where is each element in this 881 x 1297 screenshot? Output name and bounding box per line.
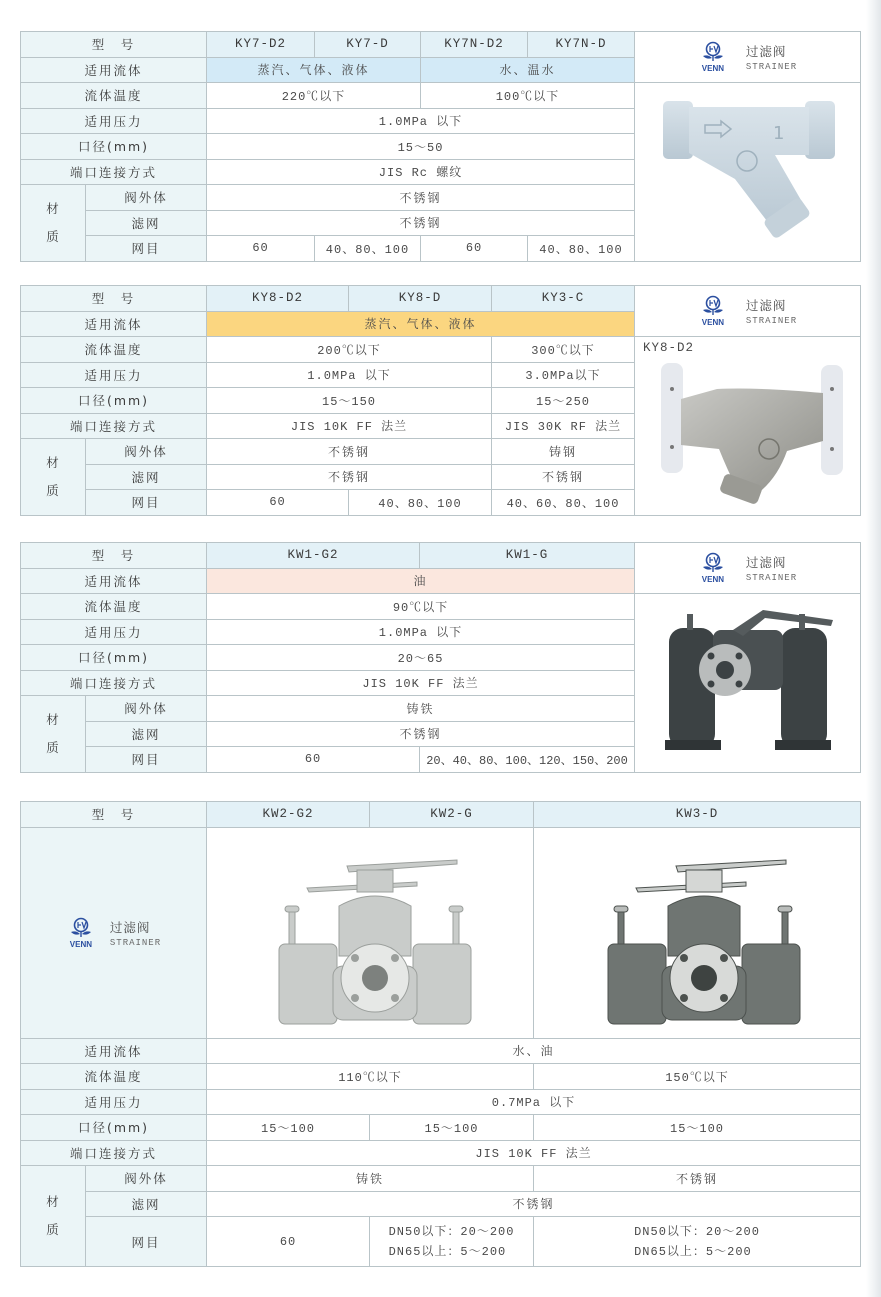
- model-kw3-d: KW3-D: [534, 802, 861, 828]
- label-pressure: 适用压力: [21, 1089, 207, 1115]
- model-kw1-g: KW1-G: [420, 543, 635, 569]
- brand-cell: [21, 827, 207, 1038]
- connection-value: JIS Rc 螺纹: [207, 159, 635, 185]
- connection-ky8: JIS 10K FF 法兰: [207, 413, 492, 439]
- temp-ky3-c: 300℃以下: [492, 337, 635, 363]
- label-mesh: 网目: [86, 490, 207, 516]
- brand-block: [21, 828, 206, 1038]
- spec-table-ky8: [20, 285, 861, 516]
- venn-logo-icon: [701, 41, 725, 63]
- label-fluid: 适用流体: [21, 568, 207, 594]
- label-temperature: 流体温度: [21, 83, 207, 109]
- label-diameter: 口径(mm): [21, 134, 207, 160]
- diameter-ky8: 15～150: [207, 388, 492, 414]
- label-model: 型 号: [21, 543, 207, 569]
- screen-kw2-kw3: 不锈钢: [207, 1191, 861, 1217]
- brand-name-en: STRAINER: [745, 316, 798, 326]
- label-material: 材 质: [21, 696, 86, 773]
- brand-block: [635, 32, 860, 82]
- pressure-value: 1.0MPa 以下: [207, 108, 635, 134]
- venn-logo: [698, 552, 728, 584]
- product-photo-cell: [635, 83, 861, 262]
- y-strainer-flanged-image: [657, 359, 847, 509]
- label-mesh: 网目: [86, 747, 207, 773]
- diameter-kw2-g: 15～100: [370, 1115, 534, 1141]
- temp-kw1: 90℃以下: [207, 594, 635, 620]
- model-ky7-d2: KY7-D2: [207, 32, 315, 58]
- temp-kw3: 150℃以下: [534, 1064, 861, 1090]
- label-body: 阀外体: [86, 696, 207, 722]
- label-temperature: 流体温度: [21, 337, 207, 363]
- label-temperature: 流体温度: [21, 594, 207, 620]
- brand-header: [635, 286, 861, 337]
- temp-ky7: 220℃以下: [207, 83, 421, 109]
- label-connection: 端口连接方式: [21, 413, 207, 439]
- mesh-ky7n-d: 40、80、100: [528, 236, 635, 262]
- venn-logo-icon: [701, 552, 725, 574]
- temp-ky8: 200℃以下: [207, 337, 492, 363]
- brand-name-cn: 过滤阀: [745, 298, 787, 313]
- brand-name-en: STRAINER: [745, 62, 798, 72]
- brand-name-en: STRAINER: [745, 573, 798, 583]
- pressure-ky3-c: 3.0MPa以下: [492, 362, 635, 388]
- label-temperature: 流体温度: [21, 1064, 207, 1090]
- pressure-kw2-kw3: 0.7MPa 以下: [207, 1089, 861, 1115]
- brand-name-cn: 过滤阀: [109, 919, 151, 935]
- body-value: 不锈钢: [207, 185, 635, 211]
- label-screen: 滤网: [86, 1191, 207, 1217]
- venn-logo: [698, 41, 728, 73]
- mesh-kw2-g: DN50以下：20～200 DN65以上：5～200: [370, 1217, 534, 1267]
- label-screen: 滤网: [86, 464, 207, 490]
- mesh-ky8-d: 40、80、100: [349, 490, 492, 516]
- label-screen: 滤网: [86, 721, 207, 747]
- diameter-kw2-g2: 15～100: [207, 1115, 370, 1141]
- mesh-kw3-d: DN50以下：20～200 DN65以上：5～200: [534, 1217, 861, 1267]
- label-model: 型 号: [21, 32, 207, 58]
- label-fluid: 适用流体: [21, 1038, 207, 1064]
- photo-cell-kw2: [207, 827, 534, 1038]
- label-material: 材 质: [21, 439, 86, 516]
- label-mesh: 网目: [86, 236, 207, 262]
- label-model: 型 号: [21, 286, 207, 312]
- photo-cell-kw3: [534, 827, 861, 1038]
- body-kw2: 铸铁: [207, 1166, 534, 1192]
- model-ky8-d2: KY8-D2: [207, 286, 349, 312]
- mesh-kw1-g: 20、40、80、100、120、150、200: [420, 747, 635, 773]
- body-kw1: 铸铁: [207, 696, 635, 722]
- logo-text: VENN: [701, 64, 725, 73]
- fluid-ky8: 蒸汽、气体、液体: [207, 311, 635, 337]
- label-body: 阀外体: [86, 1166, 207, 1192]
- model-ky8-d: KY8-D: [349, 286, 492, 312]
- body-ky8: 不锈钢: [207, 439, 492, 465]
- mesh-kw1-g2: 60: [207, 747, 420, 773]
- label-diameter: 口径(mm): [21, 388, 207, 414]
- mesh-ky8-d2: 60: [207, 490, 349, 516]
- product-photo-cell: [635, 337, 861, 516]
- label-diameter: 口径(mm): [21, 1115, 207, 1141]
- duplex-strainer-kw2-image: [277, 846, 477, 1031]
- page-edge-shadow: [866, 0, 881, 1297]
- fluid-kw2-kw3: 水、油: [207, 1038, 861, 1064]
- brand-block: [635, 543, 860, 593]
- duplex-oil-strainer-image: [663, 600, 833, 765]
- brand-name-en: STRAINER: [109, 937, 162, 948]
- label-body: 阀外体: [86, 439, 207, 465]
- label-mesh: 网目: [86, 1217, 207, 1267]
- mesh-kw2-g2: 60: [207, 1217, 370, 1267]
- screen-ky8: 不锈钢: [207, 464, 492, 490]
- label-model: 型 号: [21, 802, 207, 828]
- model-ky7n-d2: KY7N-D2: [421, 32, 528, 58]
- body-kw3: 不锈钢: [534, 1166, 861, 1192]
- diameter-ky3-c: 15～250: [492, 388, 635, 414]
- spec-table-ky7: [20, 31, 861, 262]
- diameter-value: 15～50: [207, 134, 635, 160]
- logo-text: VENN: [701, 318, 725, 327]
- fluid-ky7: 蒸汽、气体、液体: [207, 57, 421, 83]
- brand-header: [635, 32, 861, 83]
- body-ky3-c: 铸钢: [492, 439, 635, 465]
- label-pressure: 适用压力: [21, 108, 207, 134]
- product-photo-cell: [635, 594, 861, 773]
- venn-logo: [66, 917, 96, 949]
- logo-text: VENN: [69, 939, 92, 949]
- label-material: 材 质: [21, 185, 86, 262]
- venn-logo: [698, 295, 728, 327]
- duplex-strainer-kw3-image: [606, 846, 806, 1031]
- mesh-ky3-c: 40、60、80、100: [492, 490, 635, 516]
- model-kw2-g: KW2-G: [370, 802, 534, 828]
- label-connection: 端口连接方式: [21, 670, 207, 696]
- label-screen: 滤网: [86, 210, 207, 236]
- model-ky7-d: KY7-D: [315, 32, 421, 58]
- temp-kw2: 110℃以下: [207, 1064, 534, 1090]
- mesh-ky7n-d2: 60: [421, 236, 528, 262]
- pressure-ky8: 1.0MPa 以下: [207, 362, 492, 388]
- model-kw1-g2: KW1-G2: [207, 543, 420, 569]
- screen-kw1: 不锈钢: [207, 721, 635, 747]
- label-pressure: 适用压力: [21, 619, 207, 645]
- pressure-kw1: 1.0MPa 以下: [207, 619, 635, 645]
- mesh-ky7-d2: 60: [207, 236, 315, 262]
- model-ky7n-d: KY7N-D: [528, 32, 635, 58]
- screen-value: 不锈钢: [207, 210, 635, 236]
- label-material: 材 质: [21, 1166, 86, 1267]
- venn-logo-icon: [701, 295, 725, 317]
- label-connection: 端口连接方式: [21, 159, 207, 185]
- label-pressure: 适用压力: [21, 362, 207, 388]
- fluid-ky7n: 水、温水: [421, 57, 635, 83]
- brand-name-cn: 过滤阀: [745, 44, 787, 59]
- spec-table-kw1: [20, 542, 861, 773]
- connection-kw2-kw3: JIS 10K FF 法兰: [207, 1140, 861, 1166]
- fluid-kw1: 油: [207, 568, 635, 594]
- diameter-kw1: 20～65: [207, 645, 635, 671]
- brand-block: [635, 286, 860, 336]
- brand-header: [635, 543, 861, 594]
- mesh-ky7-d: 40、80、100: [315, 236, 421, 262]
- brand-name-cn: 过滤阀: [745, 555, 787, 570]
- label-diameter: 口径(mm): [21, 645, 207, 671]
- label-connection: 端口连接方式: [21, 1140, 207, 1166]
- photo-caption: KY8-D2: [643, 341, 695, 355]
- connection-ky3-c: JIS 30K RF 法兰: [492, 413, 635, 439]
- model-kw2-g2: KW2-G2: [207, 802, 370, 828]
- screen-ky3-c: 不锈钢: [492, 464, 635, 490]
- svg-text:1: 1: [773, 123, 786, 144]
- label-fluid: 适用流体: [21, 311, 207, 337]
- temp-ky7n: 100℃以下: [421, 83, 635, 109]
- label-body: 阀外体: [86, 185, 207, 211]
- venn-logo-icon: [69, 917, 93, 939]
- diameter-kw3-d: 15～100: [534, 1115, 861, 1141]
- model-ky3-c: KY3-C: [492, 286, 635, 312]
- logo-text: VENN: [701, 575, 725, 584]
- connection-kw1: JIS 10K FF 法兰: [207, 670, 635, 696]
- y-strainer-threaded-image: [655, 89, 845, 239]
- spec-table-kw2-kw3: [20, 801, 861, 1267]
- label-fluid: 适用流体: [21, 57, 207, 83]
